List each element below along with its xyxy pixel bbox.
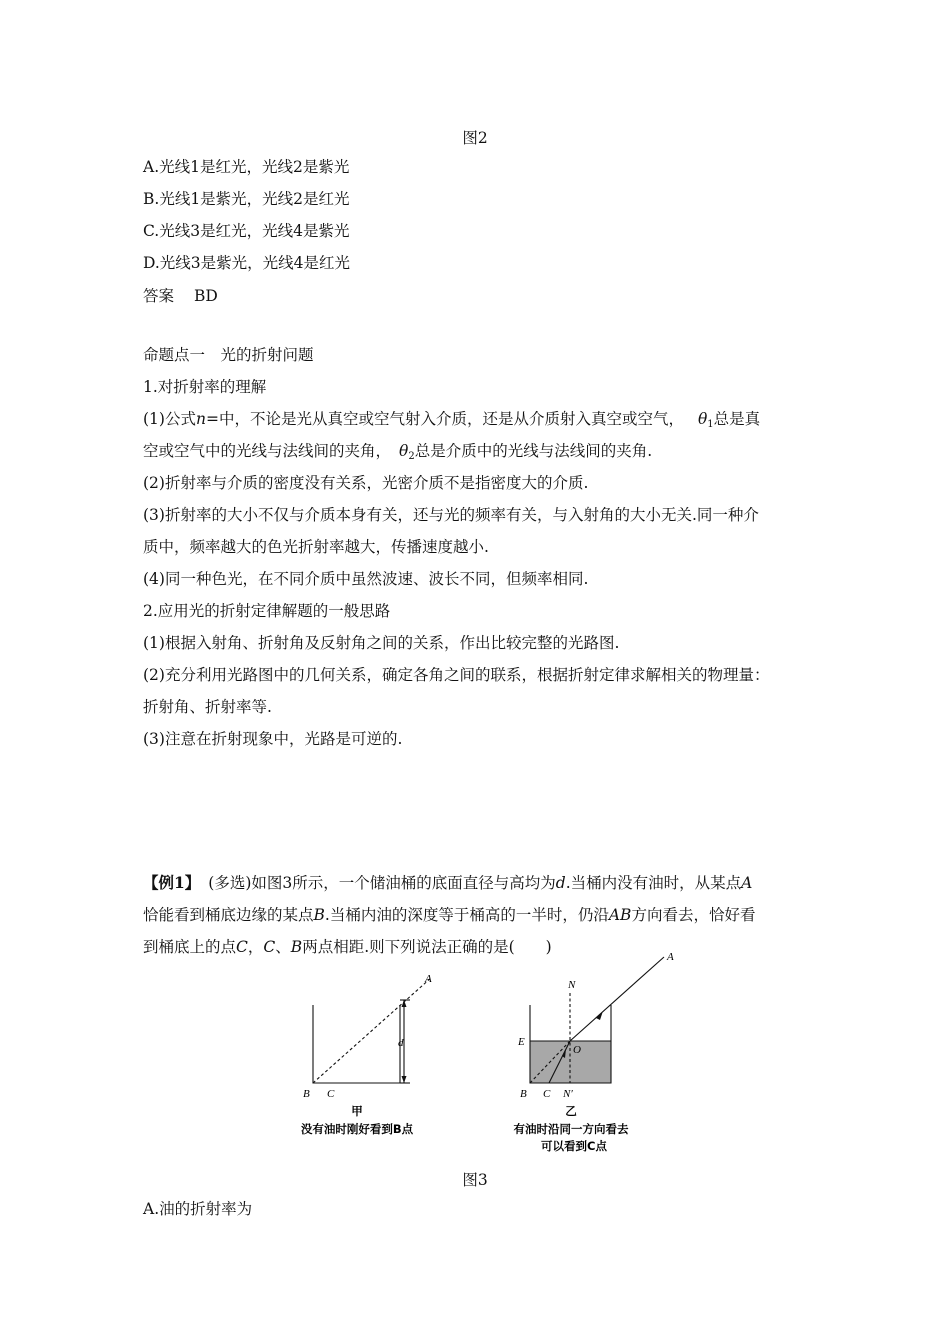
caption-right-line-2: 可以看到C点	[541, 1139, 607, 1153]
label-n-prime: N′	[563, 1088, 573, 1100]
section-heading-2: 2.应用光的折射定律解题的一般思路	[143, 602, 391, 620]
paragraph-3-line-1: (3)折射率的大小不仅与介质本身有关，还与光的频率有关，与入射角的大小无关.同一种介	[143, 506, 759, 524]
arrow-down-icon	[402, 1076, 407, 1083]
figure-2-caption: 图2	[462, 129, 488, 147]
caption-left: 没有油时刚好看到B点	[300, 1122, 414, 1136]
option-d: D.光线3是紫光，光线4是红光	[143, 254, 351, 272]
label-e: E	[518, 1036, 525, 1048]
option-c: C.光线3是红光，光线4是紫光	[143, 222, 350, 240]
figure-3	[0, 951, 950, 1165]
paragraph-2: (2)折射率与介质的密度没有关系，光密介质不是指密度大的介质.	[143, 474, 589, 492]
paragraph-4: (4)同一种色光，在不同介质中虽然波速、波长不同，但频率相同.	[143, 570, 589, 588]
step-1: (1)根据入射角、折射角及反射角之间的关系，作出比较完整的光路图.	[143, 634, 620, 652]
figure-3-left-diagram	[313, 977, 432, 1083]
label-b-right: B	[520, 1088, 527, 1100]
label-o: O	[573, 1044, 581, 1056]
example-line-2: 恰能看到桶底边缘的某点B.当桶内油的深度等于桶高的一半时，仍沿AB方向看去，恰好看	[143, 906, 756, 924]
step-2-line-1: (2)充分利用光路图中的几何关系，确定各角之间的联系，根据折射定律求解相关的物理量：	[143, 666, 770, 684]
section-title: 命题点一 光的折射问题	[143, 346, 314, 364]
option-b: B.光线1是紫光，光线2是红光	[143, 190, 350, 208]
caption-right-line-1: 有油时沿同一方向看去	[513, 1122, 629, 1136]
figure-3-caption: 图3	[462, 1171, 488, 1189]
label-d: d	[398, 1037, 404, 1049]
label-jia: 甲	[351, 1104, 363, 1118]
label-c-left: C	[327, 1088, 335, 1100]
option-a: A.光线1是红光，光线2是紫光	[143, 158, 350, 176]
example-line-1: 【例1】 (多选)如图3所示，一个储油桶的底面直径与高均为d.当桶内没有油时，从某点A	[143, 873, 753, 892]
paragraph-1-line-1: (1)公式n=中，不论是光从真空或空气射入介质，还是从介质射入真空或空气， $\theta_1$总是真	[143, 410, 761, 430]
sight-line-dashed	[313, 977, 432, 1083]
next-option-a: A.油的折射率为	[143, 1200, 253, 1218]
label-b-left: B	[303, 1088, 310, 1100]
ray-arrow-icon	[596, 1011, 603, 1020]
label-n: N	[568, 979, 576, 991]
label-a-right: A	[667, 951, 674, 963]
answer-value: BD	[194, 287, 218, 305]
step-3: (3)注意在折射现象中，光路是可逆的.	[143, 730, 403, 748]
answer-line	[143, 285, 218, 307]
answer-label: 答案	[143, 287, 175, 305]
paragraph-3-line-2: 质中，频率越大的色光折射率越大，传播速度越小.	[143, 538, 489, 556]
paragraph-1-line-2: 空或空气中的光线与法线间的夹角， $\theta_2$总是介质中的光线与法线间的夹角.	[143, 442, 653, 462]
label-c-right: C	[543, 1088, 551, 1100]
step-2-line-2: 折射角、折射率等.	[143, 698, 272, 716]
section-heading-1: 1.对折射率的理解	[143, 378, 267, 396]
example-tag: 【例1】	[143, 873, 201, 892]
label-a-left: A	[425, 973, 432, 985]
incident-ray	[570, 957, 664, 1041]
figure-3-right-diagram	[530, 957, 664, 1083]
label-yi: 乙	[565, 1104, 577, 1118]
example-line-3: 到桶底上的点C，C、B两点相距.则下列说法正确的是( )	[143, 938, 552, 956]
